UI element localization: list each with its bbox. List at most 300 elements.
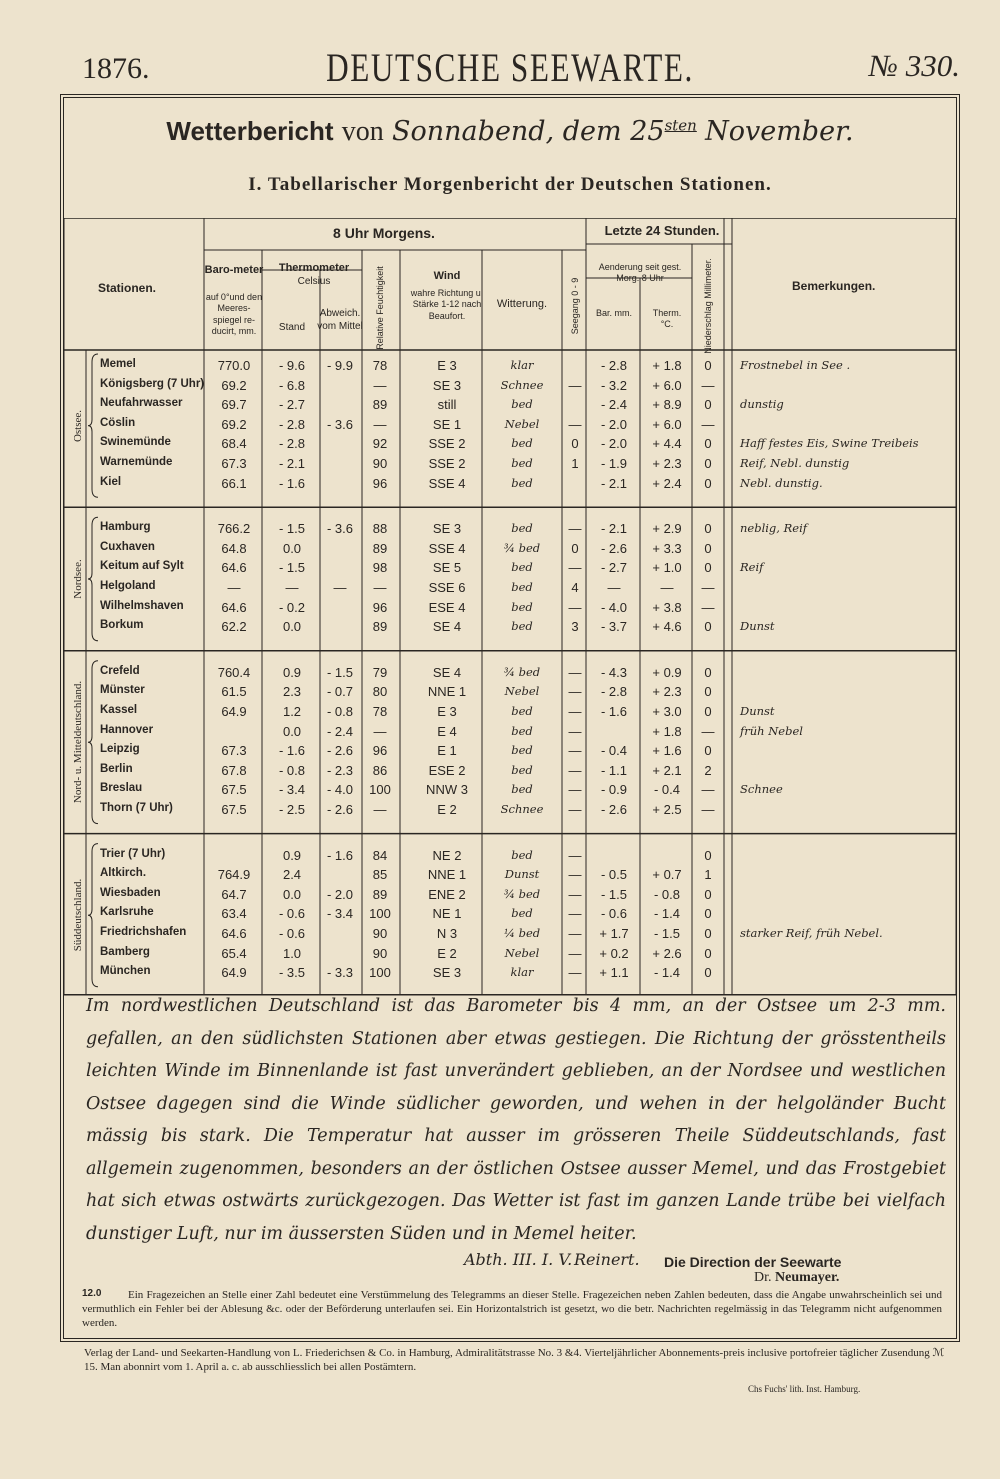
- publisher-note: Verlag der Land- und Seekarten-Handlung von L. Friederichsen & Co. in Hamburg, Admiralitätstrasse No. 3 &4. Vierteljährlicher Abonnements-preis inclusive portofreier täglicher Zusendung ℳ 15. Man abonnirt vom 1. April a. c. ab ausschliesslich bei allen Postämtern.: [84, 1347, 945, 1373]
- cell-bar: 65.4: [221, 945, 247, 961]
- cell-nied: —: [701, 599, 715, 615]
- cell-nied: 0: [704, 397, 712, 413]
- cell-abw: - 2.4: [326, 723, 354, 739]
- cell-stand: 1.0: [282, 945, 302, 961]
- report-frame: [60, 94, 960, 1342]
- cell-wind: NE 1: [432, 906, 462, 922]
- cell-stand: 2.3: [282, 684, 302, 700]
- cell-dbar: - 4.3: [600, 664, 628, 680]
- signature-neumayer: Neumayer.: [775, 1270, 840, 1285]
- station-name: München: [100, 965, 151, 978]
- cell-dtherm: + 2.4: [652, 475, 682, 491]
- cell-abw: - 2.6: [326, 802, 354, 817]
- cell-see: —: [568, 886, 582, 902]
- station-name: Hamburg: [100, 521, 151, 534]
- cell-see: —: [568, 723, 582, 739]
- header-seegang: Seegang 0 - 9: [570, 277, 580, 335]
- cell-bar: 67.3: [221, 743, 247, 759]
- cell-dbar: - 1.1: [600, 762, 628, 778]
- cell-dbar: - 0.9: [600, 782, 628, 798]
- cell-dtherm: + 2.5: [652, 802, 682, 817]
- cell-bar: 64.9: [221, 704, 247, 719]
- station-name: Neufahrwasser: [100, 397, 183, 410]
- report-subtitle: I. Tabellarischer Morgenbericht der Deutschen Stationen.: [248, 174, 772, 195]
- cell-wind: N 3: [436, 926, 458, 941]
- cell-abw: - 1.6: [326, 847, 354, 863]
- cell-dtherm: —: [660, 580, 674, 595]
- header-witterung: Witterung.: [496, 298, 548, 310]
- cell-wind: E 1: [437, 743, 457, 759]
- title-month: November.: [705, 116, 854, 147]
- cell-witt: bed: [511, 762, 533, 777]
- cell-dtherm: - 1.4: [653, 906, 681, 922]
- cell-bar: 67.3: [221, 456, 247, 471]
- cell-bemerkung: Nebl. dunstig.: [740, 475, 823, 490]
- region-label: Süddeutschland.: [72, 878, 84, 952]
- cell-witt: bed: [511, 847, 533, 862]
- cell-bar: 766.2: [217, 521, 251, 537]
- cell-dbar: + 1.1: [599, 965, 629, 981]
- cell-bemerkung: Reif: [740, 560, 764, 575]
- cell-dtherm: + 6.0: [652, 416, 682, 432]
- cell-bar: 64.9: [221, 965, 247, 981]
- cell-see: —: [568, 684, 582, 700]
- cell-stand: —: [285, 580, 299, 595]
- cell-feucht: 89: [372, 540, 388, 556]
- cell-bar: 67.5: [221, 782, 247, 798]
- cell-dtherm: + 4.6: [652, 619, 682, 635]
- cell-feucht: 98: [372, 560, 388, 576]
- cell-bar: 64.6: [221, 926, 247, 941]
- cell-dtherm: - 1.5: [653, 926, 681, 941]
- station-name: Crefeld: [100, 664, 140, 677]
- station-name: Thorn (7 Uhr): [100, 802, 173, 814]
- cell-nied: 1: [704, 867, 712, 883]
- cell-see: —: [568, 867, 582, 883]
- cell-see: —: [568, 802, 582, 817]
- cell-nied: 0: [704, 664, 712, 680]
- cell-witt: bed: [511, 436, 533, 451]
- cell-bar: 64.6: [221, 599, 247, 615]
- cell-wind: SSE 2: [428, 436, 466, 452]
- cell-feucht: 90: [372, 926, 388, 941]
- cell-abw: - 1.5: [326, 664, 354, 680]
- cell-nied: 0: [704, 945, 712, 961]
- cell-feucht: 79: [372, 664, 388, 680]
- header-nieder: Niederschlag Millimeter.: [703, 258, 713, 354]
- cell-witt: bed: [511, 723, 533, 738]
- cell-dbar: - 2.1: [600, 521, 628, 537]
- cell-stand: - 1.5: [278, 560, 306, 576]
- cell-stand: 0.0: [282, 723, 302, 739]
- cell-stand: - 1.6: [278, 743, 306, 759]
- cell-dtherm: + 1.0: [652, 560, 682, 576]
- cell-bemerkung: starker Reif, früh Nebel.: [740, 926, 883, 940]
- cell-witt: bed: [511, 456, 533, 470]
- cell-witt: bed: [511, 704, 533, 718]
- cell-witt: bed: [511, 782, 533, 797]
- cell-stand: - 0.2: [278, 599, 306, 615]
- cell-wind: ESE 2: [428, 762, 466, 778]
- cell-bar: 69.2: [221, 416, 247, 432]
- cell-feucht: 86: [372, 762, 388, 778]
- cell-see: 1: [571, 456, 579, 471]
- station-name: Swinemünde: [100, 436, 171, 449]
- cell-dbar: + 0.2: [599, 945, 629, 961]
- cell-witt: bed: [511, 560, 533, 575]
- station-name: Keitum auf Sylt: [100, 560, 184, 573]
- cell-bemerkung: Schnee: [740, 782, 783, 797]
- cell-witt: ¾ bed: [503, 886, 541, 901]
- cell-abw: —: [333, 580, 347, 595]
- cell-bar: 764.9: [217, 867, 251, 883]
- cell-nied: 2: [704, 762, 712, 778]
- cell-dbar: - 1.5: [600, 886, 628, 902]
- header-letzte: Letzte 24 Stunden.: [604, 223, 720, 238]
- cell-stand: - 2.1: [278, 456, 306, 471]
- signature-abth: Abth. III. I. V.: [464, 1250, 573, 1269]
- region-bracket: [88, 517, 98, 641]
- cell-stand: - 2.5: [278, 802, 306, 817]
- cell-dbar: —: [607, 580, 621, 595]
- cell-wind: NE 2: [432, 847, 462, 863]
- cell-feucht: 96: [372, 475, 388, 491]
- cell-feucht: 78: [372, 358, 388, 373]
- weather-narrative: Im nordwestlichen Deutschland ist das Barometer bis 4 mm, an der Ostsee um 2-3 mm. gefallen, an den südlichsten Stationen aber etwas gestiegen. Die Richtung der grösstentheils leichten Winde im Binnenlande ist fast unverändert geblieben, an der Nordsee und westlichen Ostsee dagegen sind die Winde südlicher geworden, und wehen in der helgoländer Bucht mässig bis stark. Die Temperatur hat ausser im grösseren Theile Süddeutschlands, fast allgemein zugenommen, besonders an der östlichen Ostsee ausser Memel, und das Frostgebiet hat sich etwas ostwärts zurückgezogen. Das Wetter ist fast im ganzen Lande trübe bei vielfach dunstiger Luft, nur im äussersten Süden und in Memel heiter.: [86, 996, 946, 1244]
- cell-witt: bed: [511, 397, 533, 412]
- cell-abw: - 2.3: [326, 762, 354, 778]
- cell-see: —: [568, 743, 582, 759]
- cell-bemerkung: neblig, Reif: [740, 521, 808, 536]
- cell-see: —: [568, 782, 582, 798]
- cell-stand: - 2.7: [278, 397, 306, 413]
- cell-stand: 2.4: [282, 867, 302, 883]
- header-bar-mm: Bar. mm.: [595, 308, 632, 318]
- cell-wind: SE 4: [432, 664, 462, 680]
- cell-dbar: - 2.0: [600, 416, 628, 432]
- station-name: Altkirch.: [100, 867, 147, 880]
- cell-dtherm: + 1.8: [652, 723, 682, 739]
- station-name: Trier (7 Uhr): [100, 847, 166, 860]
- cell-nied: 0: [704, 540, 712, 556]
- station-name: Warnemünde: [100, 456, 173, 468]
- cell-wind: still: [437, 397, 457, 413]
- header-celsius: Celsius: [297, 276, 331, 287]
- cell-nied: —: [701, 802, 715, 817]
- cell-witt: Nebel: [504, 416, 540, 431]
- region-bracket: [88, 354, 98, 497]
- cell-dtherm: + 2.9: [652, 521, 682, 537]
- station-name: Cöslin: [100, 416, 136, 429]
- cell-abw: - 4.0: [326, 782, 354, 798]
- cell-witt: bed: [511, 580, 533, 594]
- cell-see: 0: [571, 540, 579, 556]
- cell-abw: - 3.6: [326, 416, 354, 432]
- cell-dbar: - 2.6: [600, 802, 628, 817]
- cell-stand: - 6.8: [278, 377, 306, 393]
- cell-wind: E 2: [437, 945, 457, 961]
- cell-nied: —: [701, 723, 715, 739]
- cell-nied: 0: [704, 684, 712, 700]
- cell-dtherm: + 2.6: [652, 945, 682, 961]
- cell-feucht: —: [373, 377, 387, 393]
- cell-see: —: [568, 847, 582, 863]
- cell-feucht: 84: [372, 847, 388, 863]
- cell-witt: Schnee: [500, 377, 544, 392]
- cell-dbar: - 1.9: [600, 456, 628, 471]
- cell-feucht: 89: [372, 397, 388, 413]
- cell-dtherm: + 0.7: [652, 867, 682, 883]
- cell-feucht: 78: [372, 704, 388, 719]
- signature-direction: Die Direction der Seewarte: [664, 1254, 842, 1270]
- cell-nied: 0: [704, 965, 712, 981]
- station-name: Borkum: [100, 619, 144, 632]
- cell-see: —: [568, 416, 582, 432]
- cell-nied: 0: [704, 704, 712, 719]
- station-name: Breslau: [100, 782, 143, 795]
- report-title: [64, 116, 956, 148]
- cell-feucht: —: [373, 580, 387, 595]
- header-barometer: Baro-meter: [204, 264, 264, 276]
- cell-see: —: [568, 926, 582, 941]
- cell-dtherm: + 2.3: [652, 456, 682, 471]
- cell-witt: Nebel: [504, 684, 540, 699]
- region-label: Ostsee.: [72, 409, 84, 442]
- title-von: von: [341, 116, 384, 147]
- cell-dbar: - 0.5: [600, 867, 628, 883]
- cell-stand: 0.9: [282, 664, 302, 680]
- header-feucht: Relative Feuchtigkeit: [375, 266, 385, 350]
- cell-wind: NNE 1: [427, 867, 467, 883]
- station-name: Berlin: [100, 762, 133, 775]
- cell-nied: 0: [704, 521, 712, 537]
- cell-dtherm: + 6.0: [652, 377, 682, 393]
- cell-bemerkung: früh Nebel: [740, 723, 803, 738]
- cell-dtherm: + 3.8: [652, 599, 682, 615]
- cell-abw: - 2.6: [326, 743, 354, 759]
- cell-witt: klar: [510, 965, 534, 980]
- cell-feucht: 88: [372, 521, 388, 537]
- cell-feucht: —: [373, 802, 387, 817]
- cell-abw: - 3.4: [326, 906, 354, 922]
- header-wind: Wind: [433, 270, 461, 282]
- cell-wind: SSE 2: [428, 456, 466, 471]
- cell-bar: 64.7: [221, 886, 247, 902]
- cell-dbar: - 2.7: [600, 560, 628, 576]
- cell-nied: —: [701, 580, 715, 595]
- cell-feucht: —: [373, 723, 387, 739]
- header-aenderung: Aenderung seit gest. Morg. 8 Uhr: [598, 262, 682, 284]
- station-name: Kiel: [100, 475, 122, 488]
- station-table: [64, 218, 956, 1076]
- publication-title: DEUTSCHE SEEWARTE.: [326, 45, 694, 90]
- cell-nied: 0: [704, 906, 712, 922]
- cell-dtherm: - 0.8: [653, 886, 681, 902]
- cell-witt: bed: [511, 475, 533, 490]
- cell-dtherm: + 8.9: [652, 397, 682, 413]
- cell-nied: —: [701, 782, 715, 798]
- cell-dbar: - 2.0: [600, 436, 628, 452]
- cell-nied: 0: [704, 560, 712, 576]
- year: 1876.: [82, 52, 150, 85]
- station-name: Bamberg: [100, 945, 150, 958]
- cell-stand: - 1.6: [278, 475, 306, 491]
- cell-feucht: 100: [369, 782, 391, 798]
- cell-bar: —: [227, 580, 241, 595]
- station-name: Karlsruhe: [100, 906, 154, 919]
- cell-witt: klar: [510, 358, 534, 372]
- cell-feucht: 90: [372, 945, 388, 961]
- cell-stand: 0.9: [282, 847, 302, 863]
- cell-witt: Schnee: [500, 802, 544, 816]
- signature-name: [754, 1270, 839, 1286]
- cell-wind: ENE 2: [428, 886, 466, 902]
- cell-stand: - 2.8: [278, 416, 306, 432]
- cell-bemerkung: Frostnebel in See .: [740, 358, 851, 372]
- cell-stand: 0.0: [282, 540, 302, 556]
- cell-dbar: - 3.2: [600, 377, 628, 393]
- cell-see: —: [568, 762, 582, 778]
- cell-dtherm: + 1.8: [652, 358, 682, 373]
- cell-wind: SSE 4: [428, 475, 466, 491]
- cell-dtherm: + 2.1: [652, 762, 682, 778]
- cell-witt: bed: [511, 743, 533, 758]
- cell-feucht: 80: [372, 684, 388, 700]
- cell-nied: 0: [704, 436, 712, 452]
- cell-feucht: 100: [369, 906, 391, 922]
- cell-bar: 62.2: [221, 619, 247, 635]
- cell-dtherm: + 1.6: [652, 743, 682, 759]
- cell-wind: E 4: [437, 723, 457, 739]
- cell-stand: - 9.6: [278, 358, 306, 373]
- cell-see: —: [568, 599, 582, 615]
- cell-bar: 61.5: [221, 684, 247, 700]
- header-bemerk: Bemerkungen.: [792, 279, 876, 293]
- cell-dbar: - 0.4: [600, 743, 628, 759]
- cell-dtherm: + 3.3: [652, 540, 682, 556]
- cell-wind: SE 3: [432, 965, 462, 981]
- cell-bar: 770.0: [217, 358, 251, 373]
- cell-feucht: 89: [372, 886, 388, 902]
- cell-bemerkung: Haff festes Eis, Swine Treibeis: [740, 436, 919, 451]
- cell-stand: - 0.6: [278, 926, 306, 941]
- cell-see: —: [568, 377, 582, 393]
- cell-stand: - 3.4: [278, 782, 306, 798]
- cell-see: —: [568, 704, 582, 719]
- cell-abw: - 0.8: [326, 704, 354, 719]
- cell-see: 3: [571, 619, 579, 635]
- signature-reinert: Reinert.: [574, 1250, 640, 1269]
- cell-wind: NNE 1: [427, 684, 467, 700]
- header-abweich: Abweich. vom Mittel: [317, 308, 363, 332]
- cell-bar: 68.4: [221, 436, 247, 452]
- cell-dbar: - 2.4: [600, 397, 628, 413]
- station-name: Friedrichshafen: [100, 926, 187, 938]
- cell-nied: 0: [704, 847, 712, 863]
- cell-nied: 0: [704, 619, 712, 635]
- station-name: Wilhelmshaven: [100, 599, 184, 612]
- cell-stand: 0.0: [282, 619, 302, 635]
- cell-see: —: [568, 664, 582, 680]
- footnote: Ein Fragezeichen an Stelle einer Zahl bedeutet eine Verstümmelung des Telegramms an dieser Stelle. Fragezeichen neben Zahlen bedeuten, dass die Angabe unwahrscheinlich sei und vermuthlich ein Fehler bei der Ablesung &c. oder der Beförderung unterlaufen sei. Ein Horizontalstrich ist gesetzt, wo die betr. Nachrichten regelmässig in das Telegramm nicht aufgenommen werden.: [82, 1289, 942, 1329]
- header-barometer-sub: auf 0°und den Meeres-spiegel re-ducirt, mm.: [205, 292, 263, 336]
- cell-wind: E 3: [437, 358, 457, 373]
- cell-nied: 0: [704, 886, 712, 902]
- cell-see: —: [568, 965, 582, 981]
- cell-bemerkung: Dunst: [740, 619, 775, 634]
- cell-abw: - 2.0: [326, 886, 354, 902]
- cell-nied: 0: [704, 926, 712, 941]
- station-name: Königsberg (7 Uhr): [100, 377, 205, 390]
- cell-stand: - 2.8: [278, 436, 306, 452]
- cell-wind: SE 5: [432, 560, 462, 576]
- cell-abw: - 9.9: [326, 358, 354, 373]
- cell-bemerkung: dunstig: [740, 397, 784, 412]
- cell-nied: —: [701, 377, 715, 393]
- header-stand: Stand: [278, 322, 306, 333]
- cell-stand: - 1.5: [278, 521, 306, 537]
- cell-dtherm: - 1.4: [653, 965, 681, 981]
- region-bracket: [88, 661, 98, 824]
- cell-wind: SSE 4: [428, 540, 466, 556]
- cell-witt: bed: [511, 619, 533, 634]
- cell-see: —: [568, 560, 582, 576]
- cell-bar: 67.5: [221, 802, 247, 817]
- cell-stand: - 0.6: [278, 906, 306, 922]
- cell-dbar: - 3.7: [600, 619, 628, 635]
- cell-nied: 0: [704, 358, 712, 373]
- cell-dbar: - 4.0: [600, 599, 628, 615]
- region-label: Nord- u. Mitteldeutschland.: [72, 681, 84, 804]
- cell-feucht: 89: [372, 619, 388, 635]
- cell-bar: 64.6: [221, 560, 247, 576]
- cell-witt: bed: [511, 906, 533, 921]
- cell-dbar: - 2.8: [600, 358, 628, 373]
- cell-dbar: + 1.7: [599, 926, 629, 941]
- cell-stand: 0.0: [282, 886, 302, 902]
- cell-bar: 69.2: [221, 377, 247, 393]
- cell-wind: SE 3: [432, 521, 462, 537]
- masthead: [60, 44, 960, 90]
- cell-feucht: 96: [372, 743, 388, 759]
- cell-dtherm: - 0.4: [653, 782, 681, 798]
- signature-dr: Dr.: [754, 1270, 772, 1285]
- cell-witt: ¾ bed: [503, 664, 541, 679]
- cell-witt: ¼ bed: [503, 926, 541, 940]
- cell-witt: Nebel: [504, 945, 540, 960]
- station-name: Leipzig: [100, 743, 140, 756]
- station-name: Hannover: [100, 723, 154, 736]
- cell-witt: bed: [511, 521, 533, 536]
- cell-bar: 760.4: [217, 664, 251, 680]
- cell-bar: 64.8: [221, 540, 247, 556]
- cell-nied: —: [701, 416, 715, 432]
- cell-feucht: 92: [372, 436, 388, 452]
- cell-wind: ESE 4: [428, 599, 466, 615]
- cell-wind: E 2: [437, 802, 457, 817]
- cell-see: —: [568, 906, 582, 922]
- lithographer-note: Chs Fuchs' lith. Inst. Hamburg.: [748, 1384, 861, 1394]
- reference-number: 12.0: [82, 1288, 102, 1299]
- header-thermo: Thermometer: [278, 262, 350, 274]
- cell-abw: - 0.7: [326, 684, 354, 700]
- title-prefix: Wetterbericht: [166, 116, 334, 146]
- cell-dbar: - 0.6: [600, 906, 628, 922]
- title-suffix: sten: [664, 116, 697, 135]
- cell-wind: SE 4: [432, 619, 462, 635]
- cell-bar: 69.7: [221, 397, 247, 413]
- cell-feucht: 85: [372, 867, 388, 883]
